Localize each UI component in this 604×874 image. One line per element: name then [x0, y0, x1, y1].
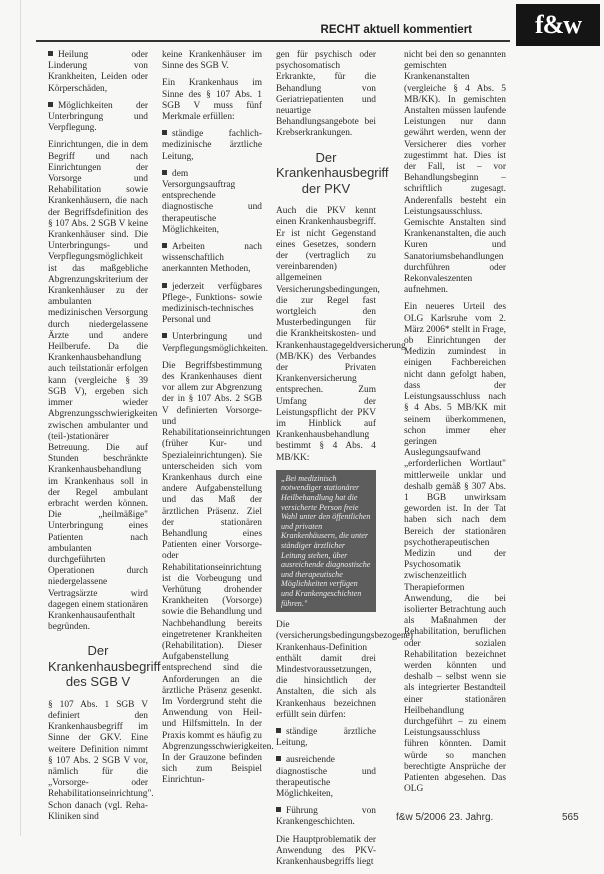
- scan-edge-line: [20, 0, 21, 836]
- quote-box: „Bei medizinisch notwendiger stationärer Heilbehandlung hat die versicherte Person freie Wahl unter den öffentlichen und privaten Krankenhäusern, die unter ständiger ärztlicher Leitung stehen, über ausreichende diagnostische und therapeutische Möglichkeiten verfügen und Krankengeschichten führen.": [276, 470, 376, 612]
- bullet-item: ständige fachlich-medizinische ärztliche Leitung,: [162, 129, 262, 162]
- bullet-item: Führung von Krankengeschichten.: [276, 806, 376, 828]
- column-2: [162, 50, 274, 793]
- paragraph: Auch die PKV kennt einen Krankenhausbegriff. Er ist nicht Gegenstand eines Gesetzes, sondern der (vertraglich zu vereinbarenden) allgemeinen Versicherungsbedingungen, die zur Regel fast wortgleich den Musterbedingungen für die Krankheitskosten- und Krankenhaustagegeldversicherung (MB/KK) des Verbandes der Privaten Krankenversicherung entsprechen. Zum Umfang der Leistungspflicht der PKV im Hinblick auf Krankenhausbehandlung bestimmt § 4 Abs. 4 MB/KK:: [276, 206, 406, 463]
- paragraph: Die Begriffsbestimmung des Krankenhauses dient vor allem zur Abgrenzung der in § 107 Abs. 2 SGB V definierten Vorsorge- und Rehabilitationseinrichtungen (früher Kur- und Spezialeinrichtungen). Sie unterscheiden sich vom Krankenhaus durch eine andere Aufgabenstellung und das Maß der ärztlichen Präsenz. Ziel der stationären Behandlung eines Patienten einer Vorsorge- oder Rehabilitationseinrichtung ist die Vorbeugung und Verhütung drohender Krankheiten (Vorsorge) sowie die Behandlung und Nachbehandlung bereits eingetretener Krankheiten (Rehabilitation). Dieser Aufgabenstellung entsprechend sind die Anforderungen an die ärztliche Präsenz gesenkt. Im Vordergrund steht die Anwendung von Heil- und Hilfsmitteln. In der Praxis kommt es häufig zu Abgrenzungsschwierigkeiten. In der Grauzone befinden sich zum Beispiel Einrichtun-: [162, 360, 274, 786]
- paragraph: Ein Krankenhaus im Sinne des § 107 Abs. 1 SGB V muss fünf Merkmale erfüllen:: [162, 78, 262, 123]
- bullet-item: jederzeit verfügbares Pflege-, Funktions- sowie medizinisch-technisches Personal und: [162, 281, 262, 326]
- magazine-logo: f&w: [516, 4, 600, 46]
- header-rule: [36, 40, 510, 42]
- paragraph: keine Krankenhäuser im Sinne des SGB V.: [162, 50, 262, 72]
- paragraph: gen für psychisch oder psychosomatisch Erkrankte, für die Behandlung von Geriatriepatienten und neuartige Behandlungsangebote bei Krebserkrankungen.: [276, 50, 376, 139]
- paragraph: Die Hauptproblematik der Anwendung des PKV-Krankenhausbegriffs liegt: [276, 834, 376, 867]
- subheading: Der Krankenhausbegriff des SGB V: [48, 643, 161, 690]
- bullet-item: Heilung oder Linderung von Krankheiten, Leiden oder Körperschäden,: [48, 50, 148, 94]
- bullet-item: Arbeiten nach wissenschaftlich anerkannten Methoden,: [162, 242, 262, 275]
- bullet-item: Möglichkeiten der Unterbringung und Verpflegung.: [48, 100, 148, 134]
- bullet-item: dem Versorgungsauftrag entsprechende diagnostische und therapeutische Möglichkeiten,: [162, 168, 262, 235]
- paragraph: Die (versicherungsbedingungsbezogene) Krankenhaus-Definition enthält damit drei Mindestvoraussetzungen, die hinsichtlich der Anstalten, die sich als Krankenhaus bezeichnen erfüllt sein dürfen:: [276, 620, 413, 720]
- paragraph: § 107 Abs. 1 SGB V definiert den Krankenhausbegriff im Sinne der GKV. Eine weitere Definition nimmt § 107 Abs. 2 SGB V vor, nämlich für die „Vorsorge- oder Rehabilitationseinrichtung". Schon danach (vgl. Reha-Kliniken sind: [48, 699, 154, 822]
- paragraph: nicht bei den so genannten gemischten Krankenanstalten (vergleiche § 4 Abs. 5 MB/KK). In gemischten Anstalten müssen laufende Leistungen nur dann gewährt werden, wenn der Versicherer dies vorher zugestimmt hat. Dies ist der Fall, ist – vor Behandlungsbeginn – schriftlich zugesagt. Anderenfalls besteht ein Leistungsausschluss. Gemischte Anstalten sind Krankenanstalten, die auch Kuren und Sanatoriumsbehandlungen durchführen oder Rekonvaleszenten aufnehmen.: [404, 50, 506, 296]
- paragraph: Einrichtungen, die in dem Begriff und nach Einrichtungen der Vorsorge und Rehabilitation sowie Krankenhäusern, die nach der Begriffsdefinition des § 107 Abs. 2 SGB V keine Krankenhäuser sind. Die Unterbringungs- und Verpflegungsmöglichkeit ist das maßgebliche Abgrenzungskriterium der Krankenhäuser zu der ambulanten medizinischen Versorgung durch niedergelassene Ärzte und andere Heilberufe. Da die Krankenhausbehandlung auch teilstationär erfolgen kann (vergleiche § 39 SGB V), ergeben sich immer wieder Abgrenzungsschwierigkeiten zwischen ambulanter und (teil-)stationärer Betreuung. Die auf Stunden beschränkte Krankenhausbehandlung im Krankenhaus soll in der Regel ambulant erbracht werden können. Die „heilmäßige" Unterbringung eines Patienten nach ambulanten durchgeführten Operationen durch niedergelassene Vertragsärzte wird dagegen einem stationären Krankenhausaufenthalt begründen.: [48, 140, 158, 633]
- bullet-item: ständige ärztliche Leitung,: [276, 726, 376, 749]
- paragraph: Ein neueres Urteil des OLG Karlsruhe vom 2. März 2006* stellt in Frage, ob Einrichtungen der Medizin zumindest in einigen Fachbereichen nicht dann gefolgt haben, dass der Leistungsausschluss nach § 4 Abs. 5 MB/KK mit seinem überkommenen, schon immer eher geringen Auslegungsaufwand „erforderlichen Wortlaut" mittlerweile unklar und deshalb gemäß § 307 Abs. 1 BGB unwirksam geworden ist. In der Tat haben sich nach dem Bereich der stationären psychotherapeutischen Medizin und der Psychosomatik zwischenzeitlich Therapieformen Anwendung, die bei isolierter Betrachtung auch als Maßnahmen der Rehabilitation, beruflichen oder sozialen Rehabilitation bezeichnet werden könnten und deshalb – selbst wenn sie als integrierter Bestandteil einer stationären Heilbehandlung durchgeführt – zu einem Leistungsausschluss führen könnten. Damit würde so manchen berechtigte Ansprüche der Patienten abgesehen. Das OLG: [404, 302, 506, 795]
- column-3: [276, 50, 413, 874]
- footer-issue: f&w 5/2006 23. Jahrg.: [396, 812, 494, 823]
- column-4: [404, 50, 506, 801]
- section-header-title: RECHT aktuell kommentiert: [320, 24, 472, 36]
- bullet-item: ausreichende diagnostische und therapeutische Möglichkeiten,: [276, 755, 376, 799]
- bullet-item: Unterbringung und Verpflegungsmöglichkeiten.: [162, 332, 268, 354]
- page-number: 565: [562, 812, 579, 823]
- column-1: [48, 50, 161, 829]
- subheading: Der Krankenhausbegriff der PKV: [276, 149, 389, 196]
